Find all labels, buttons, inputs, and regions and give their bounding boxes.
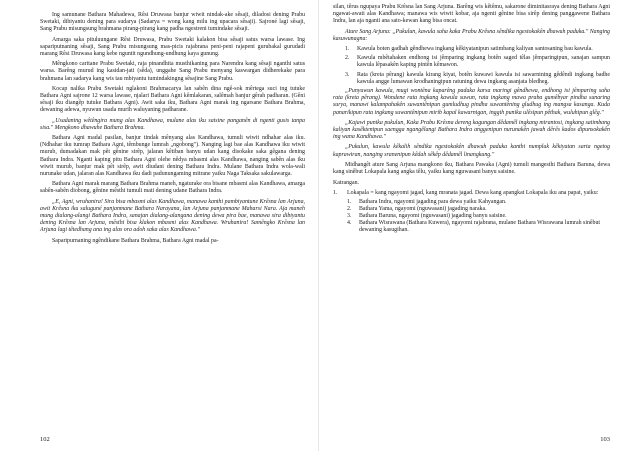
item-number: 1. [345, 46, 350, 53]
quote-paragraph: „E, Agni, wruhanira! Sira bisa mbasmi alas Kandhawa, manawa kanthi pambiyantune Krêsna lan Arjuna, awit Krêsna iku saluguné panjanmane Bathara Narayana, lan Arjuna panjanmane Maharsi Nara. Aja maneh mung dialang-alangi Bathara Indra, sanajan dialang-alangana dening dewa pira bae, manawa sira dibiyantu dening Krêsna lan Arjuna, mêsthi bisa klakon mbasmi alas Kandhawa. Wruhanira! Samêngko Krêsna lan Arjuna lagi têtedhang ana ing alas ora adoh saka alas Kandhawa." [40, 198, 305, 234]
item-text: Kawula boten gadhah gêndhewa ingkang kêkiyatanipun satimbang kaliyan santosaning bau kawula. [357, 46, 593, 53]
page-number: 102 [40, 436, 50, 443]
paragraph: Bathara Agni marak marang Bathara Brahma maneh, ngaturake ora bisane mbasmi alas Kandhawa, amarga sabên-sabên diobong, gênine mêsthi tumuli mati dening udane Bathara Indra. [40, 181, 305, 195]
paragraph: silan, têrus ngupaya Prabu Krêsna lan Sang Arjuna. Barêng wis kêtêmu, sakarone diminitasraya dening Bathara Agni ngawat-awati alas Kandhawa; manawa wis wiwit kobar, aja ngenti gênine bisa sirêp dening panggawene Bathara Indra, lan aja nganti ana sato-kewan kang bisa oncat. [333, 4, 610, 25]
paragraph: Amarga saka pituluungane Rêsi Druwasa, Prabu Swetaki kalakon bisa sêsaji satus warsa lawase. Ing sapariputnaning sêsaji, Sang Prabu misungsung mas-picis rajabrana peni-peni rajapeni gurubakal gurudadi marang Rêsi Druwasa kang kebe nguntit ngundhung-undhung kaya gunung. [40, 36, 305, 58]
sub-item-number: 3. [347, 213, 352, 220]
quote-paragraph: „Usadaning wêtêngira mung alas Kandhawa, mulane alas iku saisine panganên di ngenti gusis tanpa sisa." Mengkono dhawuhe Bathara Brahma. [40, 117, 305, 131]
note-text: Lokapala = kang ngayomi jagad, kang mranata jagad. Dewa kang apangkat Lokapala iku ana papat, yaiku: [347, 190, 599, 197]
sub-item-text: Bathara Baruna, ngayomi (nguwasani) jagading banyu saisine. [359, 213, 507, 220]
item-text: Rata (kreta pêrang) kawula kirang kiyat, botên kuwawi kawula isi sawarnining gêdêndi ingkang badhe kawula angge lumawan krodhaningipun ratuning dewa ingkang asanjata bledheg. [357, 71, 610, 85]
paragraph: Bathara Agni madal pasilan, banjur tindak mênyang alas Kandhawa, tumuli wiwit ndhahar alas iku. (Ndhahar iku tumrap Bathara Agni, têmbunge lumrah „ngobong"). Nanging lagi bae alas Kandhawa iku wiwit murub, dumadakan mak pêt gênine sirêp, jalaran kêtiban banyu udan kang disokake saka gêgana dening Bathara Indra. Nganti kaping pitu Bathara Agni olehe nêdya mbasmi alas Kandhawa, nanging sabên alas iku wiwit murub, banjur mak pêt sirêp, awit diudani dening Bathara Indra. Mulane Bathara Indra wola-wali nurunake udan, jalaran alas Kandhawa iku dadi padunungaming mitrane yaiku Naga Taksaka sakulawarga. [40, 135, 305, 178]
quote-paragraph: „Pukulun, kawula kêkalih sêndika ngestokakên dhawuh paduka kanthi numpluk kêkiyatan sarta ngetog kaprawiran, nanging sranenipun kêdah sêkêp dêdamêl linangkung." [333, 144, 610, 158]
sub-item-number: 4. [347, 220, 352, 227]
numbered-item [345, 46, 610, 53]
sub-item-number: 1. [347, 198, 352, 205]
right-page [319, 0, 638, 451]
sub-item [347, 220, 610, 234]
sub-item-text: Bathara Wisrawana (Bathara Kuwera), ngayomi rajabrana, mulane Bathara Wisrawana lumrah sinêbut dewaning kasugihan. [359, 220, 601, 234]
quote-paragraph: „Kajawi punika pukulun, Kaka Prabu Krêsna dereng kagungan dêdamêl ingkang mirantosi, ingkang satimbang kaliyan kasêktenipun saengga ngangêlangi Bathara Indra anggenipun nurunakên jawah dêrês kados dipunsokakên ing wana Kandhawa." [333, 119, 610, 141]
item-number: 3. [345, 71, 350, 78]
notes-heading: Katrangan. [333, 180, 360, 187]
note-item [333, 190, 610, 197]
note-number: 1. [333, 190, 338, 197]
quote-paragraph: „Punyuwun kawula, mugi wontêna kaparêng paduka karsa maringi gêndhewa, endhong isi jêmparing saha rata (kreta pêrang). Wondene rata ingkang kawula suwun, rata ingkang mawa praba gumêbyar pindha sunaring surya, manawi kalampahakên suwantênipun gumludhug pindha suwantêning gludhug ing mangsa kasanga. Kuda panarikipun rata ingkang suwantênipun mirib kapal kawarnigan, inggih punika ulêsipun pêthak, wuluhipun glêg." [333, 88, 610, 116]
paragraph: Ing samunane Bathara Mahadewa, Rêsi Druwasa banjur wiwit nindak-ake sêsaji, diladosi dening Prabu Swetaki, dibiyantu dening para sudarya (Sadarya = wong kang milu ing upacara sêsaji). Sajroné lagi sêsaji, Sang Prabu misungsung brahmana pirang-pirang kang padha ngestreni tumindake sêsaji. [40, 12, 305, 33]
paragraph: Saparipurnaning ngêndikane Bathara Brahma, Bathara Agni madal pa- [52, 237, 219, 244]
item-text: Kawula mbêtahaken endhong isi jêmparing ingkang botên saged têlas jêmparingipun, sanajan sampun kawula lêpasakên kaping pintên kêmawon. [357, 55, 610, 69]
sub-item-text: Bathara Yama, ngayomi (nguwasani) jagading naraka. [359, 205, 487, 212]
page-number: 103 [600, 436, 610, 443]
sub-item [347, 206, 610, 213]
item-number: 2. [345, 55, 350, 62]
paragraph: Kocap nalika Prabu Swetaki nglakoni Brahmacarya lan sabên dina ngê-sok mêrtega suci ing tutuke Bathara Agni sajrone 12 warsa lawase, njalari Bathara Agni kêmlakaran, salêmah banjur gêrah padharan. (Gêni sêsaji iku diangêp tutuke Bathara Agni). Awit saka iku, Bathara Agni marak ing ngarsane Bathara Brahma, dewaning adewa, nyuwun usada murih waluyaning padharane. [40, 85, 305, 114]
paragraph: Midhangêt ature Sang Arjuna mangkono iku, Bathara Pawaka (Agni) tumuli mangesthi Bathara Baruna, dewa kang sinêbut Lokapala kang angka têlu, yaiku kang nguwasani banyu saisine. [333, 161, 610, 176]
quote-paragraph: Ature Sang Arjuna: „Pukulun, kawula saha kaka Prabu Krêsna sêndika ngestokakên dhawuh paduka." Nanging kasuwunagna: [333, 28, 610, 42]
numbered-item [345, 72, 610, 86]
numbered-item [345, 55, 610, 69]
sub-item [347, 199, 610, 206]
sub-item-number: 2. [347, 205, 352, 212]
paragraph: Mêngkono caritane Prabu Swetaki, raja pinandhita musthikaning para Narendra kang sêsaji nganthi satus warsa. Barêng murud ing kasidan-jati (sêda), unggahe Sang Prabu menyang kaswargan didherekake para brahmana lan sadarya kang wis tau mbiyantu tumindakingng sêsajine Sang Prabu. [40, 61, 305, 82]
sub-item-text: Bathara Indra, ngayomi jagading para dewa yaiku Kahyangan. [359, 198, 507, 205]
